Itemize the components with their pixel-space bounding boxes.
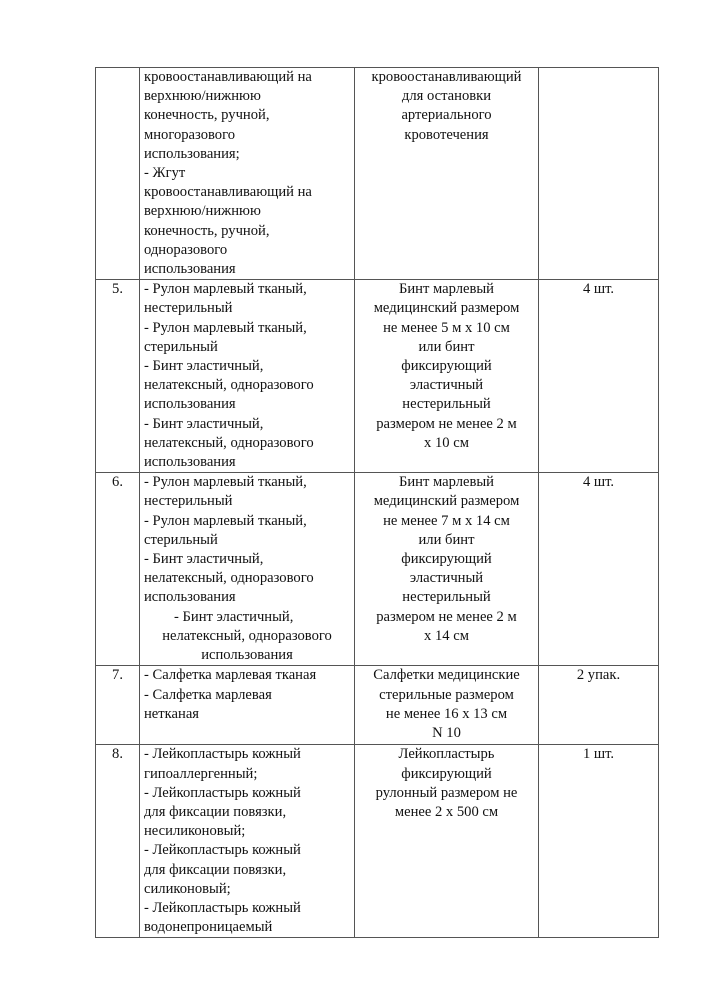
item-quantity-cell: 2 упак. [539,666,659,745]
table-row [96,745,659,938]
item-quantity-cell: 4 шт. [539,280,659,473]
item-number-cell: 5. [96,280,140,473]
item-number-cell [96,68,140,280]
item-number-cell: 8. [96,745,140,938]
item-description-cell: Бинт марлевый медицинский размером не менее 7 м х 14 см или бинт фиксирующий эластичный нестерильный размером не менее 2 м х 14 см [355,473,539,666]
item-quantity-cell: 4 шт. [539,473,659,666]
item-quantity-cell [539,68,659,280]
table-row [96,280,659,473]
item-number-cell: 6. [96,473,140,666]
item-name-cell: - Салфетка марлевая тканая - Салфетка марлевая нетканая [140,666,355,745]
table-row [96,68,659,280]
item-quantity-cell: 1 шт. [539,745,659,938]
item-description-cell: кровоостанавливающий для остановки артериального кровотечения [355,68,539,280]
item-name-cell: - Лейкопластырь кожный гипоаллергенный; - Лейкопластырь кожный для фиксации повязки, несиликоновый; - Лейкопластырь кожный для фиксации повязки, силиконовый; - Лейкопластырь кожный водонепроницаемый [140,745,355,938]
item-description-cell: Бинт марлевый медицинский размером не менее 5 м х 10 см или бинт фиксирующий эластичный нестерильный размером не менее 2 м х 10 см [355,280,539,473]
item-description-cell: Лейкопластырь фиксирующий рулонный размером не менее 2 х 500 см [355,745,539,938]
item-description-cell: Салфетки медицинские стерильные размером не менее 16 х 13 см N 10 [355,666,539,745]
item-number-cell: 7. [96,666,140,745]
medical-supplies-table [95,67,659,938]
item-name-cell: - Рулон марлевый тканый, нестерильный - Рулон марлевый тканый, стерильный - Бинт эластичный, нелатексный, одноразового использования - Бинт эластичный, нелатексный, одноразового использования [140,280,355,473]
table-row [96,666,659,745]
item-name-cell: кровоостанавливающий на верхнюю/нижнюю конечность, ручной, многоразового использования; - Жгут кровоостанавливающий на верхнюю/нижнюю конечность, ручной, одноразового использования [140,68,355,280]
table-row [96,473,659,666]
item-name-cell: - Рулон марлевый тканый, нестерильный - Рулон марлевый тканый, стерильный - Бинт эластичный, нелатексный, одноразового использования - Бинт эластичный, нелатексный, одноразового использования [140,473,355,666]
